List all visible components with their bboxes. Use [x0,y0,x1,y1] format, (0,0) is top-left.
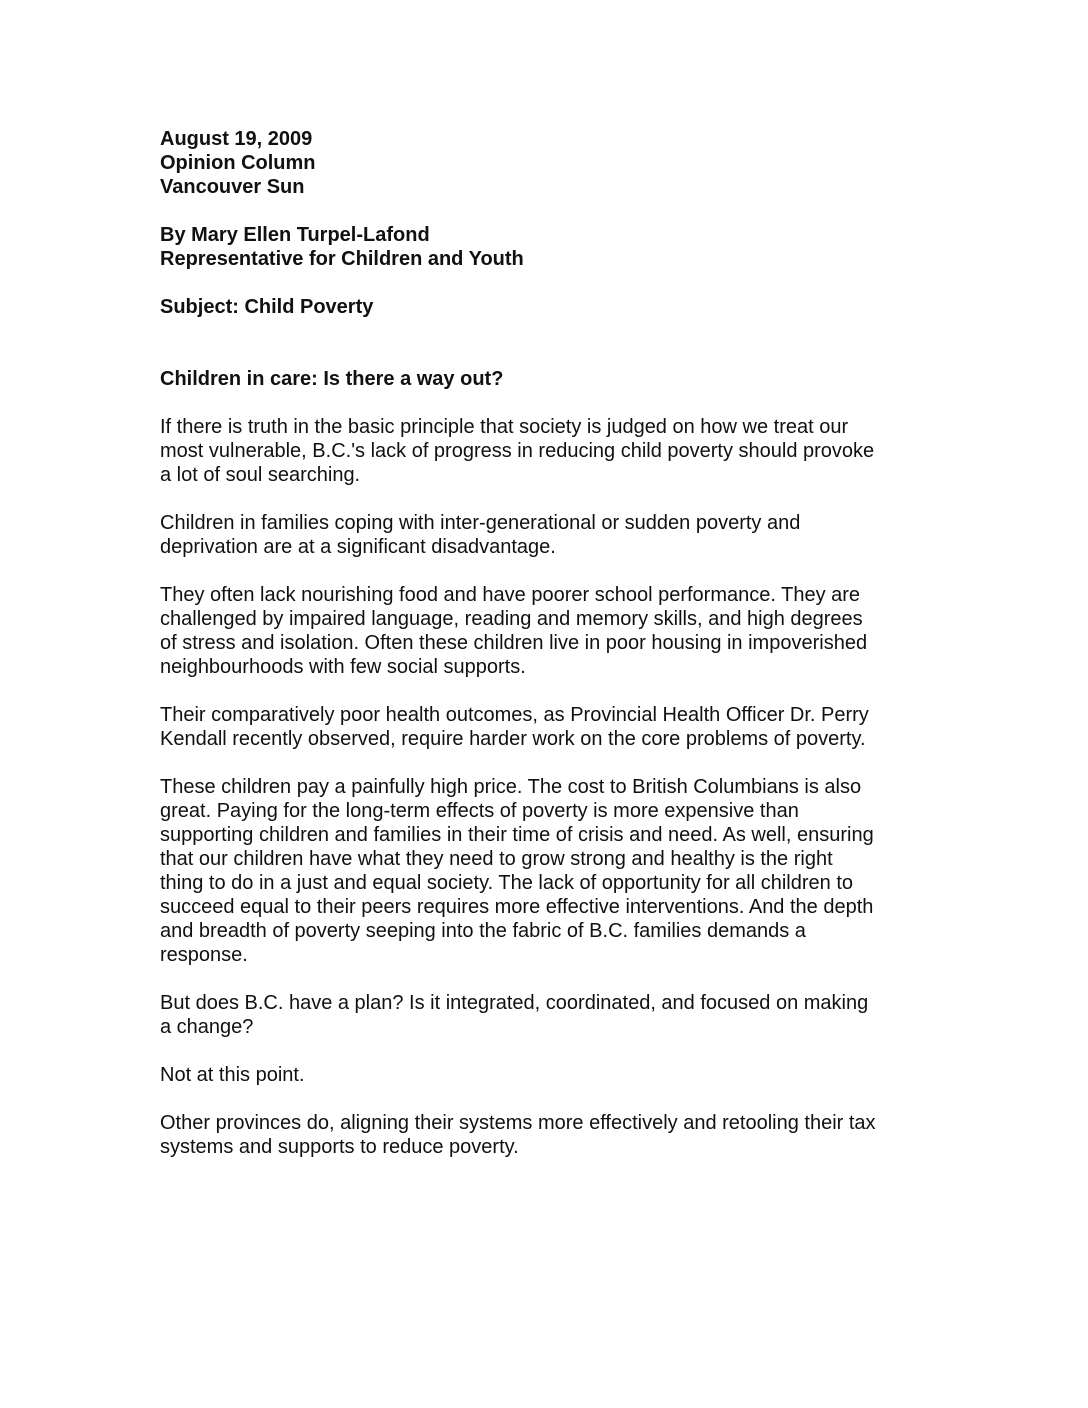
paragraph-line: Not at this point. [160,1064,305,1086]
paragraph-line: But does B.C. have a plan? Is it integrated, coordinated, and focused on making [160,992,869,1014]
paragraph-line: Children in families coping with inter-generational or sudden poverty and [160,512,801,534]
paragraph-line: If there is truth in the basic principle that society is judged on how we treat our [160,416,849,438]
byline-block [160,223,960,271]
paragraph-line: They often lack nourishing food and have poorer school performance. They are [160,584,861,606]
paragraph-line: great. Paying for the long-term effects of poverty is more expensive than [160,800,799,822]
paragraph-line: challenged by impaired language, reading and memory skills, and high degrees [160,608,863,630]
date-line: August 19, 2009 [160,128,313,150]
paragraph [160,703,960,751]
publication-line: Vancouver Sun [160,176,305,198]
author-role: Representative for Children and Youth [160,248,524,270]
paragraph-line: Their comparatively poor health outcomes, as Provincial Health Officer Dr. Perry [160,704,869,726]
paragraph-line: Other provinces do, aligning their systems more effectively and retooling their tax [160,1112,876,1134]
paragraph [160,415,960,487]
paragraph-line: a lot of soul searching. [160,464,361,486]
paragraph [160,511,960,559]
paragraph-line: most vulnerable, B.C.'s lack of progress in reducing child poverty should provoke [160,440,875,462]
paragraph-line: Kendall recently observed, require harder work on the core problems of poverty. [160,728,866,750]
paragraph-line: response. [160,944,248,966]
paragraph-line: neighbourhoods with few social supports. [160,656,526,678]
paragraph-line: deprivation are at a significant disadvantage. [160,536,556,558]
byline: By Mary Ellen Turpel-Lafond [160,224,430,246]
paragraph [160,1111,960,1159]
paragraph-line: These children pay a painfully high price. The cost to British Columbians is also [160,776,862,798]
headline: Children in care: Is there a way out? [160,368,504,390]
document-body [160,127,960,1159]
header-block [160,127,960,199]
paragraph-line: succeed equal to their peers requires more effective interventions. And the depth [160,896,874,918]
paragraph-line: supporting children and families in their time of crisis and need. As well, ensuring [160,824,874,846]
paragraph-line: a change? [160,1016,254,1038]
paragraph-line: of stress and isolation. Often these children live in poor housing in impoverished [160,632,868,654]
article-paragraphs [160,415,960,1159]
paragraph-line: that our children have what they need to grow strong and healthy is the right [160,848,833,870]
paragraph [160,583,960,679]
paragraph [160,991,960,1039]
paragraph [160,1063,960,1087]
column-line: Opinion Column [160,152,316,174]
headline-block [160,367,960,391]
subject-line: Subject: Child Poverty [160,296,374,318]
paragraph [160,775,960,967]
subject-block [160,295,960,319]
paragraph-line: and breadth of poverty seeping into the fabric of B.C. families demands a [160,920,806,942]
paragraph-line: thing to do in a just and equal society. The lack of opportunity for all children to [160,872,854,894]
paragraph-line: systems and supports to reduce poverty. [160,1136,519,1158]
